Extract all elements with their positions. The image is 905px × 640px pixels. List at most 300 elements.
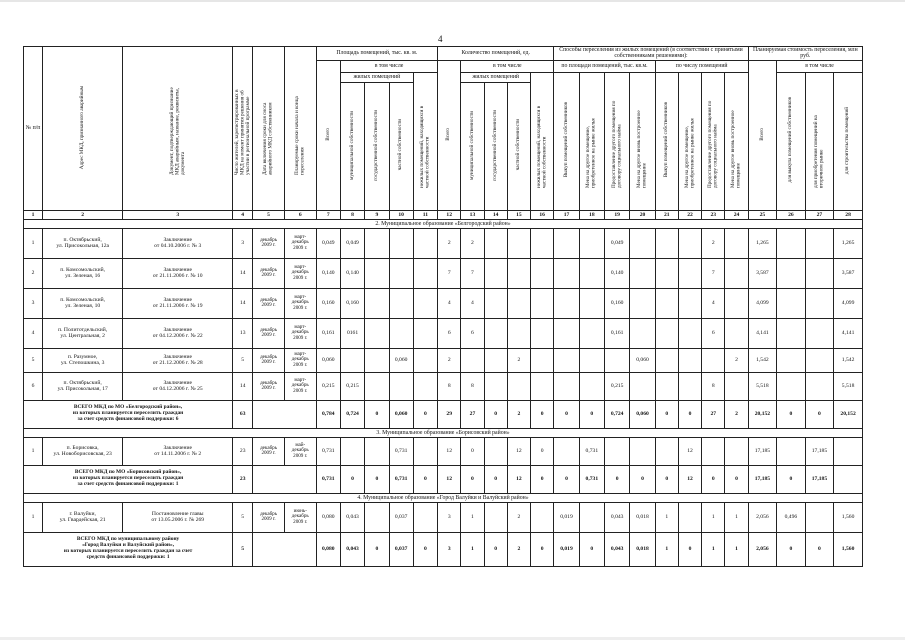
value-cell-c18 xyxy=(579,288,604,318)
hdr-area-residential: жилых помещений xyxy=(340,72,413,82)
value-cell-c8: 0,043 xyxy=(340,502,364,532)
value-cell-c7: 0,080 xyxy=(316,502,340,532)
hdr-document: Документ, подтверждающий признание МКД аварийным, название, реквизиты, документа xyxy=(168,87,186,176)
hdr-residents: Число жителей, зарегистрированных в МКД на момент принятия решения об участии в региональной программе xyxy=(233,89,251,176)
residents-cell: 5 xyxy=(233,502,253,532)
total-value-c8: 0,724 xyxy=(340,400,364,428)
column-index-cell: 17 xyxy=(554,210,579,219)
hdr-c-construction: для строительства помещений xyxy=(844,106,851,174)
document-cell: Заключение от 21.12.2006 г. № 28 xyxy=(123,348,233,372)
value-cell-c22 xyxy=(678,228,701,258)
value-cell-c27 xyxy=(805,258,834,288)
row-number: 5 xyxy=(24,348,43,372)
value-cell-c16 xyxy=(531,348,554,372)
value-cell-c24: 2 xyxy=(725,348,748,372)
value-cell-c22 xyxy=(678,372,701,400)
value-cell-c26 xyxy=(777,437,806,465)
value-cell-c28: 5,518 xyxy=(834,372,863,400)
total-value-c27: 0 xyxy=(805,532,834,566)
table-row xyxy=(24,318,863,348)
value-cell-c13: 2 xyxy=(461,228,484,258)
value-cell-c20 xyxy=(630,437,655,465)
value-cell-c12: 4 xyxy=(438,288,461,318)
address-cell: п. Октябрьский, ул. Присокольная, 12а xyxy=(43,228,123,258)
column-index-cell: 2 xyxy=(43,210,123,219)
row-number: 6 xyxy=(24,372,43,400)
value-cell-c9 xyxy=(365,288,389,318)
total-value-c23: 27 xyxy=(702,400,725,428)
table-row xyxy=(24,288,863,318)
value-cell-c26 xyxy=(777,372,806,400)
total-value-c26: 0 xyxy=(777,532,806,566)
total-value-c8: 0,043 xyxy=(340,532,364,566)
hdr-count-incl: в том числе xyxy=(461,60,554,72)
column-index-cell: 21 xyxy=(655,210,678,219)
total-residents: 63 xyxy=(233,400,253,428)
value-cell-c22: 12 xyxy=(678,437,701,465)
total-value-c12: 3 xyxy=(438,532,461,566)
value-cell-c18 xyxy=(579,318,604,348)
value-cell-c12: 12 xyxy=(438,437,461,465)
total-value-c28 xyxy=(834,465,863,493)
planned-dates-cell: март- декабрь 2009 г. xyxy=(284,318,316,348)
hdr-count-group: Количество помещений, ед. xyxy=(438,47,554,61)
planned-dates-cell: март- декабрь 2009 г. xyxy=(284,288,316,318)
value-cell-c17 xyxy=(554,228,579,258)
value-cell-c28 xyxy=(834,437,863,465)
total-value-c20: 0,060 xyxy=(630,400,655,428)
total-value-c13: 0 xyxy=(461,465,484,493)
column-index-cell: 12 xyxy=(438,210,461,219)
value-cell-c21 xyxy=(655,258,678,288)
total-value-c24: 2 xyxy=(725,400,748,428)
value-cell-c15 xyxy=(507,318,530,348)
value-cell-c28: 1,265 xyxy=(834,228,863,258)
hdr-c-buyout: для выкупа помещений собственников xyxy=(787,97,794,183)
section-title: 2. Муниципальное образование «Белгородский район» xyxy=(24,219,863,228)
hdr-demolish-date: Дата включения сроки для сноса аварийного МКД собственником xyxy=(262,102,274,176)
value-cell-c22 xyxy=(678,318,701,348)
value-cell-c26 xyxy=(777,258,806,288)
column-index-cell: 13 xyxy=(461,210,484,219)
column-index-cell: 16 xyxy=(531,210,554,219)
hdr-by-count: по числу помещений xyxy=(655,60,748,72)
total-value-c19: 0,724 xyxy=(605,400,630,428)
value-cell-c21 xyxy=(655,437,678,465)
total-value-c13: 27 xyxy=(461,400,484,428)
row-number: 1 xyxy=(24,437,43,465)
value-cell-c11 xyxy=(413,258,437,288)
value-cell-c14 xyxy=(484,348,507,372)
total-value-c8: 0 xyxy=(340,465,364,493)
planned-dates-cell: май- декабрь 2009 г. xyxy=(284,437,316,465)
column-index-cell: 11 xyxy=(413,210,437,219)
hdr-cost-group: Планируемая стоимость переселения, млн руб. xyxy=(748,47,862,61)
residents-cell: 14 xyxy=(233,258,253,288)
value-cell-c17 xyxy=(554,318,579,348)
total-value-c14: 0 xyxy=(484,400,507,428)
value-cell-c23: 2 xyxy=(702,228,725,258)
table-row xyxy=(24,372,863,400)
address-cell: п. Комсомольский, ул. Зеленая, 10 xyxy=(43,288,123,318)
section-title-row xyxy=(24,219,863,228)
demolish-date-cell: декабрь 2009 г. xyxy=(253,348,285,372)
column-index-cell: 20 xyxy=(630,210,655,219)
address-cell: п. Комсомольский, ул. Зеленая, 16 xyxy=(43,258,123,288)
total-value-c21: 0 xyxy=(655,465,678,493)
hdr-cost-incl: в том числе xyxy=(777,60,863,72)
total-label: ВСЕГО МКД по муниципальному району «Город Валуйки и Валуйский район», из которых планируется переселить граждан за счет средств финансовой поддержки: 1 xyxy=(24,532,233,566)
section-title: 4. Муниципальное образование «Город Валуйки и Валуйский район» xyxy=(24,493,863,502)
total-value-c18: 0 xyxy=(579,400,604,428)
table-row xyxy=(24,502,863,532)
hdr-area-municipal: муниципальной собственности xyxy=(348,110,355,180)
value-cell-c14 xyxy=(484,228,507,258)
column-index-cell: 26 xyxy=(777,210,806,219)
value-cell-c28: 4,099 xyxy=(834,288,863,318)
row-number: 1 xyxy=(24,502,43,532)
value-cell-c25: 4,141 xyxy=(748,318,777,348)
total-residents: 5 xyxy=(233,532,253,566)
value-cell-c14 xyxy=(484,258,507,288)
value-cell-c7: 0,049 xyxy=(316,228,340,258)
total-value-c21: 0 xyxy=(655,400,678,428)
value-cell-c15 xyxy=(507,258,530,288)
hdr-m-exchange-c: Мена на другое помещение, приобретенное на рынке жилья xyxy=(683,118,696,189)
total-residents: 23 xyxy=(233,465,253,493)
total-value-c23: 0 xyxy=(702,465,725,493)
value-cell-c19: 0,215 xyxy=(605,372,630,400)
demolish-date-cell: декабрь 2009 г. xyxy=(253,288,285,318)
value-cell-c17: 0,019 xyxy=(554,502,579,532)
value-cell-c26 xyxy=(777,348,806,372)
hdr-m-exchange-a: Мена на другое помещение, приобретенное на рынке жилья xyxy=(585,118,597,189)
hdr-by-area: по площади помещений, тыс. кв.м. xyxy=(554,60,655,72)
total-value-c17: 0 xyxy=(554,465,579,493)
value-cell-c25: 17,185 xyxy=(748,437,777,465)
value-cell-c18 xyxy=(579,258,604,288)
value-cell-c7: 0,060 xyxy=(316,348,340,372)
column-index-cell: 24 xyxy=(725,210,748,219)
column-index-cell: 7 xyxy=(316,210,340,219)
value-cell-c17 xyxy=(554,348,579,372)
total-value-c10: 0,060 xyxy=(389,400,413,428)
residents-cell: 23 xyxy=(233,437,253,465)
table-row xyxy=(24,258,863,288)
demolish-date-cell: декабрь 2009 г. xyxy=(253,318,285,348)
total-value-c9: 0 xyxy=(365,532,389,566)
value-cell-c25: 4,099 xyxy=(748,288,777,318)
document-cell: Заключение от 21.11.2006 г. № 10 xyxy=(123,258,233,288)
value-cell-c15: 2 xyxy=(507,348,530,372)
value-cell-c24 xyxy=(725,288,748,318)
value-cell-c11 xyxy=(413,502,437,532)
value-cell-c9 xyxy=(365,228,389,258)
value-cell-c17 xyxy=(554,372,579,400)
total-label: ВСЕГО МКД по МО «Белгородский район», из которых планируется переселить граждан за счет средств финансовой поддержки: 6 xyxy=(24,400,233,428)
planned-dates-cell: март- декабрь 2009 г. xyxy=(284,258,316,288)
value-cell-c28: 3,587 xyxy=(834,258,863,288)
total-value-c7: 0,731 xyxy=(316,465,340,493)
value-cell-c15: 2 xyxy=(507,502,530,532)
value-cell-c10 xyxy=(389,258,413,288)
value-cell-c23 xyxy=(702,348,725,372)
row-number: 1 xyxy=(24,228,43,258)
value-cell-c16 xyxy=(531,288,554,318)
total-value-c12: 12 xyxy=(438,465,461,493)
column-index-cell: 14 xyxy=(484,210,507,219)
value-cell-c11 xyxy=(413,318,437,348)
total-value-c19: 0 xyxy=(605,465,630,493)
column-index-cell: 28 xyxy=(834,210,863,219)
value-cell-c27 xyxy=(805,318,834,348)
value-cell-c20 xyxy=(630,228,655,258)
section-total-row xyxy=(24,400,863,428)
planned-dates-cell: март- декабрь 2009 г. xyxy=(284,228,316,258)
value-cell-c16 xyxy=(531,228,554,258)
value-cell-c19 xyxy=(605,348,630,372)
total-value-c24: 1 xyxy=(725,532,748,566)
demolish-date-cell: декабрь 2009 г. xyxy=(253,437,285,465)
hdr-area-incl: в том числе xyxy=(340,60,437,72)
value-cell-c27 xyxy=(805,502,834,532)
value-cell-c25: 2,056 xyxy=(748,502,777,532)
total-empty xyxy=(253,400,316,428)
value-cell-c17 xyxy=(554,258,579,288)
value-cell-c18 xyxy=(579,372,604,400)
total-value-c16: 0 xyxy=(531,465,554,493)
hdr-methods-group: Способы переселения из жилых помещений (в соответствии с принятыми собственниками решениями): xyxy=(554,47,748,61)
total-value-c20: 0 xyxy=(630,465,655,493)
document-cell: Заключение от 14.11.2006 г. № 2 xyxy=(123,437,233,465)
total-value-c18: 0 xyxy=(579,532,604,566)
value-cell-c27: 17,185 xyxy=(805,437,834,465)
value-cell-c15 xyxy=(507,288,530,318)
value-cell-c13: 0 xyxy=(461,437,484,465)
value-cell-c9 xyxy=(365,437,389,465)
value-cell-c10 xyxy=(389,288,413,318)
value-cell-c20 xyxy=(630,288,655,318)
hdr-planned-dates: Планируемые сроки начала и конца переселения xyxy=(293,96,306,176)
scan-edge-top xyxy=(0,0,905,2)
total-value-c11: 0 xyxy=(413,400,437,428)
total-value-c10: 0,731 xyxy=(389,465,413,493)
total-value-c26: 0 xyxy=(777,465,806,493)
value-cell-c13 xyxy=(461,348,484,372)
total-empty xyxy=(253,532,316,566)
residents-cell: 14 xyxy=(233,288,253,318)
value-cell-c19 xyxy=(605,437,630,465)
hdr-count-municipal: муниципальной собственности xyxy=(468,110,475,180)
hdr-area-total: Всего xyxy=(324,127,331,141)
demolish-date-cell: декабрь 2009 г. xyxy=(253,228,285,258)
total-value-c22: 0 xyxy=(678,400,701,428)
total-value-c16: 0 xyxy=(531,532,554,566)
value-cell-c8 xyxy=(340,437,364,465)
value-cell-c11 xyxy=(413,437,437,465)
value-cell-c13: 1 xyxy=(461,502,484,532)
value-cell-c22 xyxy=(678,288,701,318)
value-cell-c27 xyxy=(805,228,834,258)
hdr-area-private: частной собственности xyxy=(397,119,404,171)
value-cell-c10: 0,037 xyxy=(389,502,413,532)
hdr-count-residential: жилых помещений xyxy=(461,72,531,82)
value-cell-c14 xyxy=(484,372,507,400)
value-cell-c27 xyxy=(805,288,834,318)
row-number: 3 xyxy=(24,288,43,318)
value-cell-c18 xyxy=(579,348,604,372)
value-cell-c8: 0,160 xyxy=(340,288,364,318)
total-value-c10: 0,037 xyxy=(389,532,413,566)
value-cell-c21: 1 xyxy=(655,502,678,532)
column-index-cell: 3 xyxy=(123,210,233,219)
value-cell-c8: 0,215 xyxy=(340,372,364,400)
value-cell-c25: 1,265 xyxy=(748,228,777,258)
address-cell: п. Октябрьский, ул. Присокольная, 17 xyxy=(43,372,123,400)
section-title: 3. Муниципальное образование «Борисовский район» xyxy=(24,428,863,437)
value-cell-c18 xyxy=(579,228,604,258)
column-index-cell: 6 xyxy=(284,210,316,219)
value-cell-c10 xyxy=(389,372,413,400)
value-cell-c9 xyxy=(365,348,389,372)
residents-cell: 5 xyxy=(233,348,253,372)
column-index-cell: 4 xyxy=(233,210,253,219)
value-cell-c12: 2 xyxy=(438,348,461,372)
value-cell-c28: 1,542 xyxy=(834,348,863,372)
value-cell-c19: 0,161 xyxy=(605,318,630,348)
column-index-cell: 9 xyxy=(365,210,389,219)
total-value-c7: 0,080 xyxy=(316,532,340,566)
value-cell-c20 xyxy=(630,258,655,288)
value-cell-c7: 0,731 xyxy=(316,437,340,465)
hdr-area-nonres: нежилых помещений, находящихся в частной собственности xyxy=(418,105,431,189)
value-cell-c28: 1,560 xyxy=(834,502,863,532)
value-cell-c14 xyxy=(484,502,507,532)
column-index-cell: 19 xyxy=(605,210,630,219)
value-cell-c11 xyxy=(413,288,437,318)
value-cell-c21 xyxy=(655,372,678,400)
hdr-address: Адрес МКД, признанного аварийным xyxy=(78,85,85,169)
total-value-c27: 0 xyxy=(805,400,834,428)
planned-dates-cell: июнь- декабрь 2009 г. xyxy=(284,502,316,532)
section-title-row xyxy=(24,493,863,502)
value-cell-c24: 1 xyxy=(725,502,748,532)
total-value-c17: 0,019 xyxy=(554,532,579,566)
total-value-c12: 29 xyxy=(438,400,461,428)
address-cell: г. Валуйки, ул. Гвардейская, 21 xyxy=(43,502,123,532)
value-cell-c11 xyxy=(413,372,437,400)
value-cell-c13: 6 xyxy=(461,318,484,348)
total-empty xyxy=(253,465,316,493)
document-cell: Заключение от 21.11.2006 г. № 19 xyxy=(123,288,233,318)
hdr-num: № п/п xyxy=(24,47,43,211)
value-cell-c23: 6 xyxy=(702,318,725,348)
total-value-c15: 12 xyxy=(507,465,530,493)
value-cell-c23: 4 xyxy=(702,288,725,318)
page-number: 4 xyxy=(438,34,443,44)
demolish-date-cell: декабрь 2009 г. xyxy=(253,372,285,400)
demolish-date-cell: декабрь 2009 г. xyxy=(253,502,285,532)
planned-dates-cell: март- декабрь 2009 г. xyxy=(284,372,316,400)
column-index-row xyxy=(24,210,863,219)
value-cell-c14 xyxy=(484,437,507,465)
total-value-c14: 0 xyxy=(484,532,507,566)
value-cell-c13: 4 xyxy=(461,288,484,318)
column-index-cell: 10 xyxy=(389,210,413,219)
total-value-c25: 20,152 xyxy=(748,400,777,428)
value-cell-c23: 1 xyxy=(702,502,725,532)
total-value-c23: 1 xyxy=(702,532,725,566)
value-cell-c24 xyxy=(725,318,748,348)
value-cell-c25: 3,587 xyxy=(748,258,777,288)
resettlement-table xyxy=(23,46,863,567)
value-cell-c10 xyxy=(389,228,413,258)
total-value-c9: 0 xyxy=(365,465,389,493)
value-cell-c26 xyxy=(777,228,806,258)
address-cell: п. Разумное, ул. Степошкина, 3 xyxy=(43,348,123,372)
value-cell-c26 xyxy=(777,318,806,348)
column-index-cell: 5 xyxy=(253,210,285,219)
hdr-m-social-c: Предоставление другого помещения по договору социального найма xyxy=(706,100,719,189)
value-cell-c20 xyxy=(630,372,655,400)
total-value-c9: 0 xyxy=(365,400,389,428)
total-value-c14: 0 xyxy=(484,465,507,493)
value-cell-c10: 0,060 xyxy=(389,348,413,372)
section-total-row xyxy=(24,465,863,493)
hdr-area-state: государственной собственности xyxy=(373,109,380,181)
value-cell-c21 xyxy=(655,228,678,258)
value-cell-c24 xyxy=(725,228,748,258)
value-cell-c8: 0,049 xyxy=(340,228,364,258)
value-cell-c10 xyxy=(389,318,413,348)
total-value-c24: 0 xyxy=(725,465,748,493)
table-row xyxy=(24,437,863,465)
value-cell-c21 xyxy=(655,348,678,372)
hdr-m-social-a: Предоставление другого помещения по договору социального найма xyxy=(610,100,623,189)
total-value-c25: 2,056 xyxy=(748,532,777,566)
column-index-cell: 15 xyxy=(507,210,530,219)
total-value-c15: 2 xyxy=(507,400,530,428)
value-cell-c24 xyxy=(725,258,748,288)
value-cell-c10: 0,731 xyxy=(389,437,413,465)
hdr-m-buyout-a: Выкуп помещений собственников xyxy=(562,102,569,178)
residents-cell: 3 xyxy=(233,228,253,258)
total-value-c28: 20,152 xyxy=(834,400,863,428)
column-index-cell: 27 xyxy=(805,210,834,219)
value-cell-c20 xyxy=(630,318,655,348)
total-value-c16: 0 xyxy=(531,400,554,428)
column-index-cell: 22 xyxy=(678,210,701,219)
value-cell-c12: 6 xyxy=(438,318,461,348)
total-label: ВСЕГО МКД по МО «Борисовский район», из которых планируется переселить граждан за счет средств финансовой поддержки: 1 xyxy=(24,465,233,493)
hdr-c-market: для приобретения помещений на вторичном рынке xyxy=(812,115,825,189)
value-cell-c24 xyxy=(725,372,748,400)
value-cell-c19: 0,160 xyxy=(605,288,630,318)
value-cell-c11 xyxy=(413,228,437,258)
value-cell-c23: 7 xyxy=(702,258,725,288)
value-cell-c21 xyxy=(655,318,678,348)
total-value-c25: 17,185 xyxy=(748,465,777,493)
document-cell: Заключение от 04.12.2006 г. № 25 xyxy=(123,372,233,400)
planned-dates-cell: март- декабрь 2009 г. xyxy=(284,348,316,372)
value-cell-c23 xyxy=(702,437,725,465)
value-cell-c15 xyxy=(507,228,530,258)
column-index-cell: 1 xyxy=(24,210,43,219)
value-cell-c16 xyxy=(531,318,554,348)
value-cell-c9 xyxy=(365,258,389,288)
value-cell-c24 xyxy=(725,437,748,465)
address-cell: п. Борисовка, ул. Новоборисовская, 23 xyxy=(43,437,123,465)
